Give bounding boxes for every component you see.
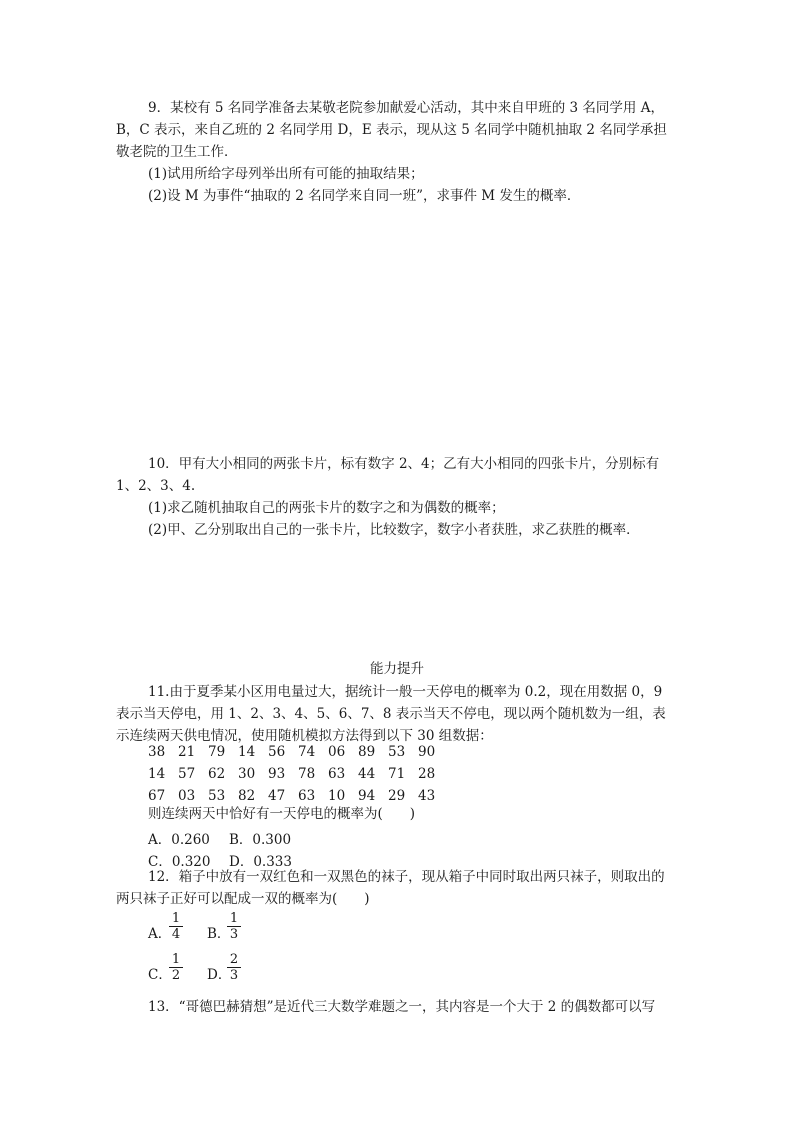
data-cell: 71 xyxy=(388,766,406,782)
data-cell: 56 xyxy=(268,744,286,760)
q9-sub-2: (2)设 M 为事件“抽取的 2 名同学来自同一班”，求事件 M 发生的概率． xyxy=(148,188,581,204)
fraction-denominator: 2 xyxy=(171,968,181,983)
section-title: 能力提升 xyxy=(370,661,424,677)
data-cell: 63 xyxy=(298,788,316,804)
q10-line-1: 10．甲有大小相同的两张卡片，标有数字 2、4；乙有大小相同的四张卡片，分别标有 xyxy=(148,456,660,472)
data-cell: 29 xyxy=(388,788,406,804)
q9-line-2: B，C 表示，来自乙班的 2 名同学用 D，E 表示，现从这 5 名同学中随机抽取 2 名同学承担 xyxy=(116,122,667,138)
fraction-numerator: 2 xyxy=(227,952,241,968)
q9-line-3: 敬老院的卫生工作． xyxy=(116,144,238,160)
data-cell: 63 xyxy=(328,766,346,782)
q11-question: 则连续两天中恰好有一天停电的概率为( ) xyxy=(148,806,416,822)
data-cell: 10 xyxy=(328,788,346,804)
data-cell: 06 xyxy=(328,744,346,760)
data-cell: 53 xyxy=(208,788,226,804)
q11-option-d: D．0.333 xyxy=(229,854,292,870)
q12-line-1: 12．箱子中放有一双红色和一双黑色的袜子，现从箱子中同时取出两只袜子，则取出的 xyxy=(148,869,665,885)
q12-option-c-label: C． xyxy=(148,967,172,983)
fraction-denominator: 4 xyxy=(171,927,181,942)
data-cell: 14 xyxy=(238,744,256,760)
q11-line-1: 11.由于夏季某小区用电量过大，据统计一般一天停电的概率为 0.2，现在用数据 0，9 xyxy=(148,684,663,700)
q9-sub-1: (1)试用所给字母列举出所有可能的抽取结果； xyxy=(148,166,424,182)
data-cell: 57 xyxy=(178,766,196,782)
data-cell: 21 xyxy=(178,744,196,760)
fraction-denominator: 3 xyxy=(229,927,239,942)
q10-line-2: 1、2、3、4. xyxy=(116,478,196,494)
data-cell: 89 xyxy=(358,744,376,760)
fraction-numerator: 1 xyxy=(227,911,241,927)
q11-option-c: C．0.320 xyxy=(148,854,211,870)
q12-option-a-label: A． xyxy=(148,926,172,942)
fraction-numerator: 1 xyxy=(169,952,183,968)
data-cell: 74 xyxy=(298,744,316,760)
q12-option-d-label: D． xyxy=(207,967,232,983)
data-cell: 62 xyxy=(208,766,226,782)
data-cell: 03 xyxy=(178,788,196,804)
data-cell: 30 xyxy=(238,766,256,782)
q12-option-a-fraction xyxy=(169,911,183,942)
q11-data-row-1 xyxy=(148,741,448,763)
q10-sub-1: (1)求乙随机抽取自己的两张卡片的数字之和为偶数的概率； xyxy=(148,500,505,516)
q11-data-row-2 xyxy=(148,763,448,785)
data-cell: 53 xyxy=(388,744,406,760)
data-cell: 82 xyxy=(238,788,256,804)
q9-line-1: 9．某校有 5 名同学准备去某敬老院参加献爱心活动，其中来自甲班的 3 名同学用 A， xyxy=(148,100,664,116)
data-cell: 79 xyxy=(208,744,226,760)
fraction-denominator: 3 xyxy=(229,968,239,983)
q10-sub-2: (2)甲、乙分别取出自己的一张卡片，比较数字，数字小者获胜，求乙获胜的概率． xyxy=(148,522,640,538)
data-cell: 47 xyxy=(268,788,286,804)
q11-option-a: A．0.260 xyxy=(148,832,210,848)
q12-option-d-fraction xyxy=(227,952,241,983)
q12-option-c-fraction xyxy=(169,952,183,983)
data-cell: 38 xyxy=(148,744,166,760)
fraction-numerator: 1 xyxy=(169,911,183,927)
data-cell: 93 xyxy=(268,766,286,782)
q12-option-b-label: B． xyxy=(207,926,231,942)
q13-line-1: 13．“哥德巴赫猜想”是近代三大数学难题之一，其内容是一个大于 2 的偶数都可以写 xyxy=(148,999,656,1015)
q11-line-2: 表示当天停电，用 1、2、3、4、5、6、7、8 表示当天不停电，现以两个随机数为一组，表 xyxy=(116,706,666,722)
data-cell: 78 xyxy=(298,766,316,782)
q11-line-3: 示连续两天供电情况，使用随机模拟方法得到以下 30 组数据： xyxy=(116,728,493,744)
data-cell: 44 xyxy=(358,766,376,782)
q12-line-2: 两只袜子正好可以配成一双的概率为( ) xyxy=(116,891,370,907)
q11-option-b: B．0.300 xyxy=(229,832,292,848)
data-cell: 14 xyxy=(148,766,166,782)
data-cell: 90 xyxy=(418,744,436,760)
data-cell: 67 xyxy=(148,788,166,804)
data-cell: 28 xyxy=(418,766,436,782)
data-cell: 94 xyxy=(358,788,376,804)
data-cell: 43 xyxy=(418,788,436,804)
q12-option-b-fraction xyxy=(227,911,241,942)
